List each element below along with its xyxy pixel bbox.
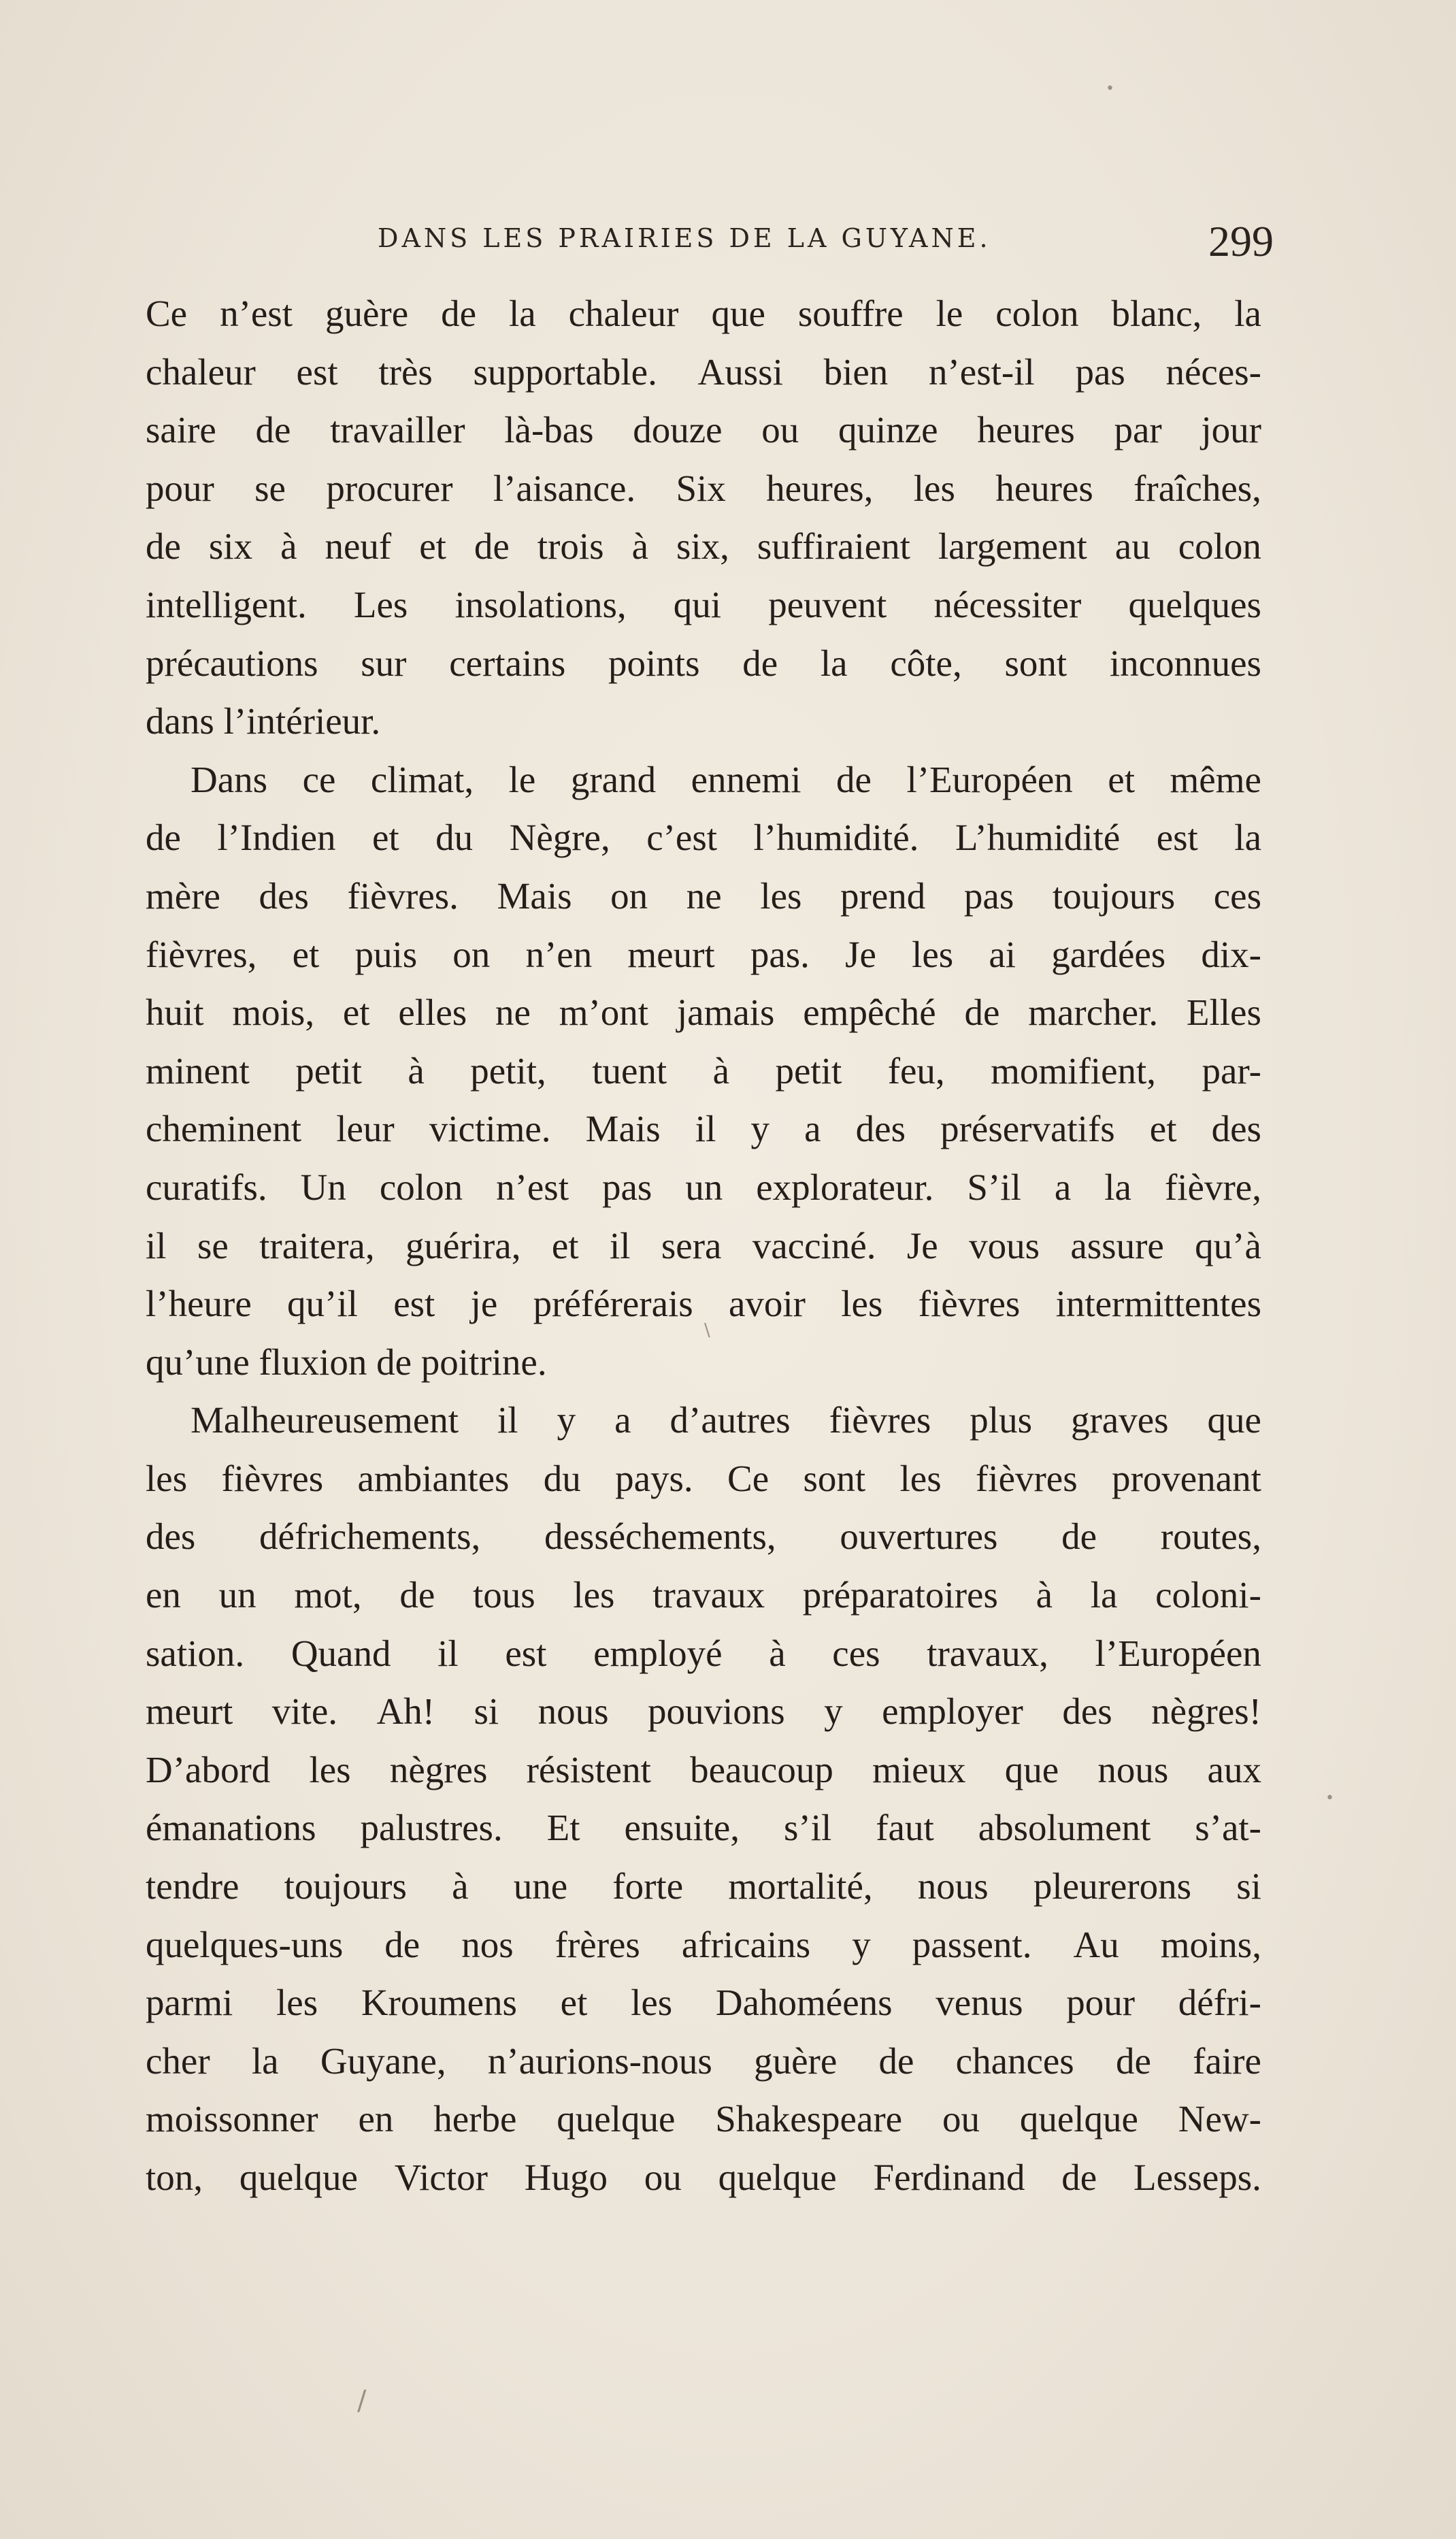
text-line: Dans ce climat, le grand ennemi de l’Européen et même (191, 758, 1261, 800)
text-line: mère des fièvres. Mais on ne les prend pas toujours ces (146, 874, 1261, 917)
text-line: huit mois, et elles ne m’ont jamais empêché de marcher. Elles (146, 992, 1261, 1034)
text-line: parmi les Kroumens et les Dahoméens venus pour défri- (146, 1982, 1261, 2024)
text-line: cher la Guyane, n’aurions-nous guère de chances de faire (146, 2040, 1261, 2082)
paragraph (146, 284, 1261, 751)
paragraph (146, 751, 1261, 1392)
text-line: chaleur est très supportable. Aussi bien n’est-il pas néces- (146, 350, 1261, 393)
text-line: minent petit à petit, tuent à petit feu, momifient, par- (146, 1049, 1261, 1092)
paragraph (146, 1391, 1261, 2206)
text-line: de six à neuf et de trois à six, suffiraient largement au colon (146, 525, 1261, 568)
paper-mark: / (357, 2385, 367, 2417)
text-line: quelques-uns de nos frères africains y passent. Au moins, (146, 1923, 1261, 1965)
text-line: Malheureusement il y a d’autres fièvres plus graves que (191, 1399, 1261, 1441)
text-line: l’heure qu’il est je préférerais avoir les fièvres intermittentes (146, 1283, 1261, 1325)
text-line: émanations palustres. Et ensuite, s’il faut absolument s’at- (146, 1807, 1261, 1849)
text-line: tendre toujours à une forte mortalité, nous pleurerons si (146, 1865, 1261, 1907)
text-line: qu’une fluxion de poitrine. (146, 1341, 547, 1383)
text-line: moissonner en herbe quelque Shakespeare ou quelque New- (146, 2098, 1261, 2140)
text-line: des défrichements, desséchements, ouvertures de routes, (146, 1516, 1261, 1558)
page-number: 299 (1208, 217, 1274, 265)
page-header (0, 216, 1456, 271)
paper-speck: • (1325, 1790, 1334, 1807)
text-line: de l’Indien et du Nègre, c’est l’humidité. L’humidité est la (146, 817, 1261, 859)
text-line: meurt vite. Ah! si nous pouvions y employer des nègres! (146, 1690, 1261, 1733)
text-line: D’abord les nègres résistent beaucoup mieux que nous aux (146, 1748, 1261, 1790)
text-line: fièvres, et puis on n’en meurt pas. Je les ai gardées dix- (146, 933, 1261, 975)
text-line: précautions sur certains points de la côte, sont inconnues (146, 642, 1261, 684)
text-line: saire de travailler là-bas douze ou quinze heures par jour (146, 409, 1261, 451)
text-line: cheminent leur victime. Mais il y a des préservatifs et des (146, 1108, 1261, 1150)
running-title: DANS LES PRAIRIES DE LA GUYANE. (378, 223, 991, 253)
text-line: les fièvres ambiantes du pays. Ce sont les fièvres provenant (146, 1457, 1261, 1499)
text-line: sation. Quand il est employé à ces travaux, l’Européen (146, 1632, 1261, 1674)
text-line: il se traitera, guérira, et il sera vacciné. Je vous assure qu’à (146, 1224, 1261, 1266)
text-line: intelligent. Les insolations, qui peuvent nécessiter quelques (146, 583, 1261, 625)
text-line: curatifs. Un colon n’est pas un explorateur. S’il a la fièvre, (146, 1166, 1261, 1208)
text-line: pour se procurer l’aisance. Six heures, les heures fraîches, (146, 467, 1261, 509)
paper-speck: • (1106, 80, 1114, 97)
body-text (146, 284, 1261, 2207)
text-line: dans l’intérieur. (146, 700, 381, 742)
text-line: en un mot, de tous les travaux préparatoires à la coloni- (146, 1574, 1261, 1616)
text-line: Ce n’est guère de la chaleur que souffre le colon blanc, la (146, 293, 1261, 334)
text-line: ton, quelque Victor Hugo ou quelque Ferdinand de Lesseps. (146, 2157, 1261, 2198)
paper-mark: \ (704, 1320, 710, 1341)
